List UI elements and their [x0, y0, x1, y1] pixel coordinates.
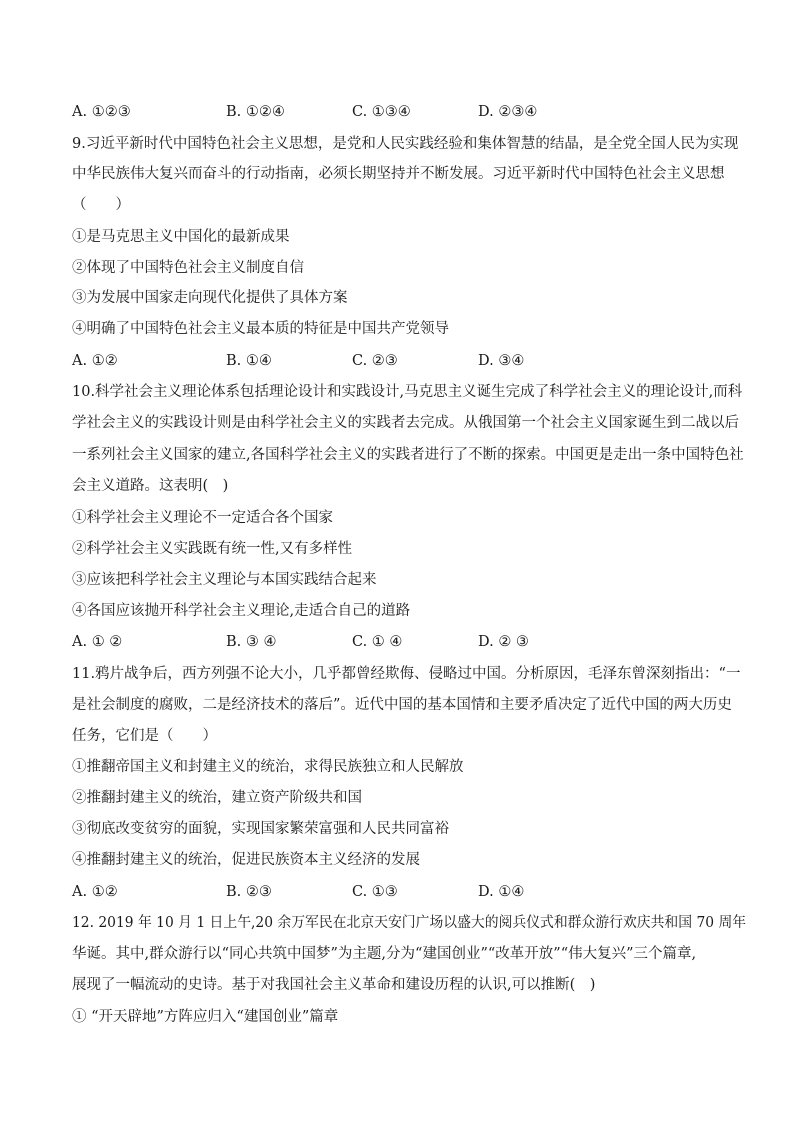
q9-option-a: A. ①② — [72, 353, 118, 369]
q8-option-b: B. ①②④ — [226, 104, 285, 120]
q10-statement-4: ④各国应该抛开科学社会主义理论,走适合自己的道路 — [72, 603, 411, 619]
q8-option-a: A. ①②③ — [72, 104, 131, 120]
q12-stem-line-1: 12. 2019 年 10 月 1 日上午,20 余万军民在北京天安门广场以盛大的阅兵仪式和群众游行欢庆共和国 70 周年 — [72, 915, 747, 931]
q12-stem-line-2: 华诞。其中,群众游行以“同心共筑中国梦”为主题,分为“建国创业”“改革开放”“伟大复兴”三个篇章, — [72, 946, 697, 962]
q11-stem-line-1: 11.鸦片战争后，西方列强不论大小，几乎都曾经欺侮、侵略过中国。分析原因，毛泽东曾深刻指出：“一 — [72, 666, 741, 682]
q10-option-d: D. ② ③ — [478, 634, 529, 650]
q11-statement-2: ②推翻封建主义的统治，建立资产阶级共和国 — [72, 790, 362, 806]
q11-stem-line-2: 是社会制度的腐败，二是经济技术的落后”。近代中国的基本国情和主要矛盾决定了近代中国的两大历史 — [72, 697, 732, 713]
q9-option-b: B. ①④ — [226, 353, 272, 369]
q12-stem-line-3: 展现了一幅流动的史诗。基于对我国社会主义革命和建设历程的认识,可以推断( ) — [72, 977, 596, 993]
q10-option-a: A. ① ② — [72, 634, 123, 650]
q10-statement-3: ③应该把科学社会主义理论与本国实践结合起来 — [72, 572, 377, 588]
q9-statement-1: ①是马克思主义中国化的最新成果 — [72, 229, 290, 245]
q10-stem-line-3: 一系列社会主义国家的建立,各国科学社会主义的实践者进行了不断的探索。中国更是走出一条中国特色社 — [72, 447, 744, 463]
q10-stem-line-2: 学社会主义的实践设计则是由科学社会主义的实践者去完成。从俄国第一个社会主义国家诞生到二战以后 — [72, 415, 739, 431]
q9-stem-line-3: （ ） — [72, 197, 130, 213]
q11-statement-4: ④推翻封建主义的统治，促进民族资本主义经济的发展 — [72, 852, 420, 868]
q10-stem-line-4: 会主义道路。这表明( ) — [72, 478, 229, 494]
q10-statement-1: ①科学社会主义理论不一定适合各个国家 — [72, 510, 333, 526]
q11-option-a: A. ①② — [72, 884, 118, 900]
q8-option-d: D. ②③④ — [478, 104, 538, 120]
q10-stem-line-1: 10.科学社会主义理论体系包括理论设计和实践设计,马克思主义诞生完成了科学社会主义的理论设计,而科 — [72, 384, 743, 400]
q9-option-d: D. ③④ — [478, 353, 525, 369]
q10-statement-2: ②科学社会主义实践既有统一性,又有多样性 — [72, 541, 353, 557]
q12-statement-1: ① “开天辟地”方阵应归入“建国创业”篇章 — [72, 1009, 339, 1025]
q8-option-c: C. ①③④ — [352, 104, 411, 120]
q10-option-b: B. ③ ④ — [226, 634, 277, 650]
q9-statement-3: ③为发展中国家走向现代化提供了具体方案 — [72, 290, 348, 306]
q11-stem-line-3: 任务，它们是（ ） — [72, 728, 217, 744]
q11-statement-3: ③彻底改变贫穷的面貌，实现国家繁荣富强和人民共同富裕 — [72, 821, 449, 837]
q9-option-c: C. ②③ — [352, 353, 398, 369]
q11-option-b: B. ②③ — [226, 884, 272, 900]
q10-option-c: C. ① ④ — [352, 634, 403, 650]
q11-statement-1: ①推翻帝国主义和封建主义的统治，求得民族独立和人民解放 — [72, 759, 464, 775]
q11-option-d: D. ①④ — [478, 884, 525, 900]
q9-stem-line-2: 中华民族伟大复兴而奋斗的行动指南，必须长期坚持并不断发展。习近平新时代中国特色社会主义思想 — [72, 166, 725, 182]
q9-statement-4: ④明确了中国特色社会主义最本质的特征是中国共产党领导 — [72, 321, 449, 337]
q11-option-c: C. ①③ — [352, 884, 398, 900]
q9-statement-2: ②体现了中国特色社会主义制度自信 — [72, 260, 304, 276]
q9-stem-line-1: 9.习近平新时代中国特色社会主义思想，是党和人民实践经验和集体智慧的结晶，是全党全国人民为实现 — [72, 136, 739, 152]
